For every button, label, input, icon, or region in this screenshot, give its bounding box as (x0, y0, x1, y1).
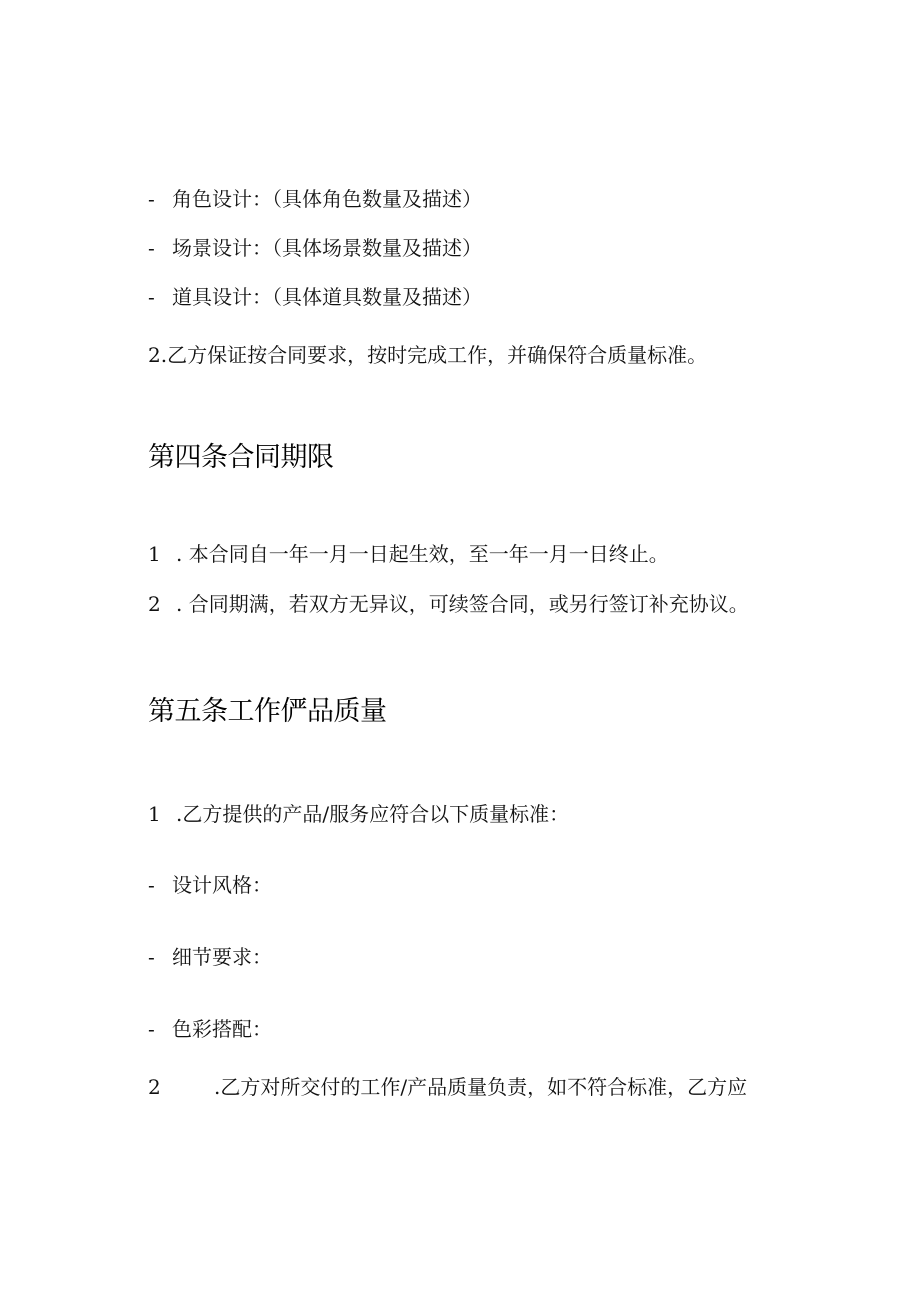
bullet-text: 道具设计：（具体道具数量及描述） (172, 285, 482, 309)
quality-item-2 (148, 1073, 747, 1101)
clause-item-2: 2.乙方保证按合同要求，按时完成工作，并确保符合质量标准。 (148, 343, 708, 367)
item-number: 1 (148, 802, 161, 826)
term-item-2 (148, 590, 749, 618)
item-text: .乙方提供的产品/服务应符合以下质量标准： (176, 802, 570, 826)
item-text: . 本合同自一年一月一日起生效，至一年一月一日终止。 (176, 542, 669, 566)
bullet-text: 色彩搭配： (172, 1017, 272, 1041)
bullet-text: 场景设计：（具体场景数量及描述） (172, 236, 482, 260)
section-heading-term: 第四条合同期限 (148, 442, 334, 473)
bullet-design-style (148, 871, 272, 899)
bullet-character-design (148, 185, 482, 213)
bullet-dash: - (148, 187, 155, 211)
bullet-dash: - (148, 873, 155, 897)
bullet-detail-requirements (148, 943, 272, 971)
section-heading-quality: 第五条工作俨品质量 (148, 696, 387, 727)
term-item-1 (148, 540, 669, 568)
bullet-prop-design (148, 283, 482, 311)
bullet-text: 角色设计：（具体角色数量及描述） (172, 187, 482, 211)
item-number: 2 (148, 1075, 161, 1099)
bullet-dash: - (148, 1017, 155, 1041)
item-text: .乙方对所交付的工作/产品质量负责，如不符合标准，乙方应 (214, 1075, 748, 1099)
bullet-dash: - (148, 236, 155, 260)
quality-item-1 (148, 800, 569, 828)
bullet-text: 设计风格： (172, 873, 272, 897)
item-text: . 合同期满，若双方无异议，可续签合同，或另行签订补充协议。 (176, 592, 749, 616)
bullet-color-matching (148, 1015, 272, 1043)
item-number: 1 (148, 542, 161, 566)
bullet-dash: - (148, 945, 155, 969)
bullet-dash: - (148, 285, 155, 309)
bullet-scene-design (148, 234, 482, 262)
item-number: 2 (148, 592, 161, 616)
bullet-text: 细节要求： (172, 945, 272, 969)
